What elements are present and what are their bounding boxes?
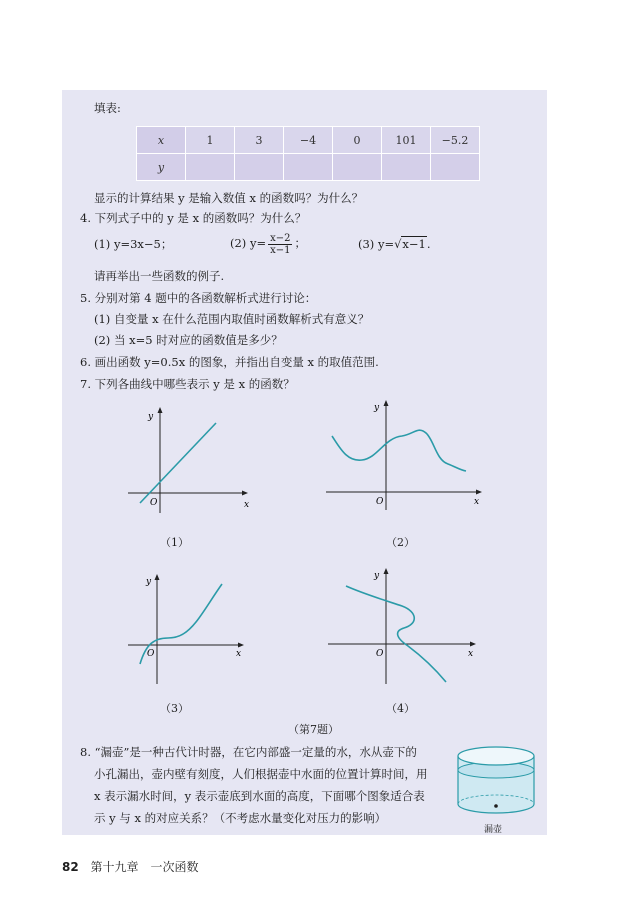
x-axis-arrow [470, 642, 476, 647]
graph-1 [120, 405, 250, 515]
x-label: x [244, 500, 250, 510]
chapter-title: 第十九章 一次函数 [90, 860, 199, 874]
q4-item-1: (1) y=3x−5； [94, 237, 173, 251]
q3-tail-text: 显示的计算结果 y 是输入数值 x 的函数吗？为什么？ [94, 191, 364, 205]
vessel-rim [458, 747, 534, 765]
table-cell: −5.2 [431, 127, 480, 154]
table-empty-cell[interactable] [235, 154, 284, 181]
table-header-cell: x [137, 127, 186, 154]
graph-4-caption: （4） [386, 702, 415, 715]
origin-label: O [376, 497, 384, 507]
y-label: y [148, 412, 154, 422]
table-cell: 0 [333, 127, 382, 154]
y-axis-arrow [158, 407, 163, 413]
q5-sub-2: (2) 当 x=5 时对应的函数值是多少？ [94, 333, 283, 347]
graph-4 [324, 566, 484, 691]
q8-line-4: 示 y 与 x 的对应关系？（不考虑水量变化对压力的影响） [94, 811, 387, 825]
table-empty-cell[interactable] [186, 154, 235, 181]
table-empty-cell[interactable] [284, 154, 333, 181]
graph-2-caption: （2） [386, 536, 415, 549]
table-empty-cell[interactable] [333, 154, 382, 181]
table-row-y [137, 154, 480, 181]
graph-1-caption: （1） [160, 536, 189, 549]
origin-label: O [150, 498, 158, 508]
table-empty-cell[interactable] [431, 154, 480, 181]
y-label: y [374, 571, 380, 581]
origin-label: O [376, 649, 384, 659]
x-axis-arrow [476, 490, 482, 495]
q8-line-2: 小孔漏出，壶内壁有刻度，人们根据壶中水面的位置计算时间，用 [94, 767, 428, 781]
water-clock-label: 漏壶 [484, 825, 503, 835]
q4-text: 4. 下列式子中的 y 是 x 的函数吗？为什么？ [80, 211, 307, 225]
y-axis-arrow [384, 400, 389, 406]
q4-followup: 请再举出一些函数的例子. [94, 269, 225, 283]
graph-3-caption: （3） [160, 702, 189, 715]
x-axis-arrow [242, 491, 248, 496]
graph-2 [322, 398, 487, 513]
table-cell: 1 [186, 127, 235, 154]
x-label: x [236, 649, 242, 659]
table-row-x [137, 127, 480, 154]
water-clock-figure [452, 742, 540, 822]
q8-line-3: x 表示漏水时间，y 表示壶底到水面的高度，下面哪个图象适合表 [94, 789, 425, 803]
page-footer [62, 858, 199, 875]
graph-3 [124, 572, 249, 692]
y-label: y [146, 577, 152, 587]
q5-sub-1: (1) 自变量 x 在什么范围内取值时函数解析式有意义？ [94, 312, 370, 326]
page-number: 82 [62, 860, 79, 874]
x-axis-arrow [238, 643, 244, 648]
sqrt-sign: √ [394, 237, 402, 251]
table-empty-cell[interactable] [382, 154, 431, 181]
curve-line [140, 423, 216, 503]
origin-label: O [147, 649, 155, 659]
q5-text: 5. 分别对第 4 题中的各函数解析式进行讨论： [80, 291, 317, 305]
table-cell: 3 [235, 127, 284, 154]
y-axis-arrow [384, 568, 389, 574]
x-label: x [468, 649, 474, 659]
curve-line [346, 586, 446, 682]
x-label: x [474, 497, 480, 507]
y-label: y [374, 403, 380, 413]
q4-item-2: (2) y= $\frac{x-2}{x-1}$ ； [230, 232, 306, 256]
q6-text: 6. 画出函数 y=0.5x 的图象，并指出自变量 x 的取值范围. [80, 355, 379, 369]
table-cell: 101 [382, 127, 431, 154]
table-label: 填表: [94, 101, 121, 115]
figure-caption: （第7题） [288, 723, 339, 736]
q8-line-1: 8. “漏壶”是一种古代计时器，在它内部盛一定量的水，水从壶下的 [80, 745, 417, 759]
q7-text: 7. 下列各曲线中哪些表示 y 是 x 的函数？ [80, 377, 295, 391]
table-header-cell: y [137, 154, 186, 181]
fraction: $\frac{x-2}{x-1}$ [270, 232, 291, 256]
drain-hole [494, 804, 498, 808]
curve-line [332, 430, 466, 471]
q4-item-3: (3) y=√x−1. [358, 237, 431, 251]
fill-table [136, 126, 480, 181]
y-axis-arrow [155, 574, 160, 580]
table-cell: −4 [284, 127, 333, 154]
